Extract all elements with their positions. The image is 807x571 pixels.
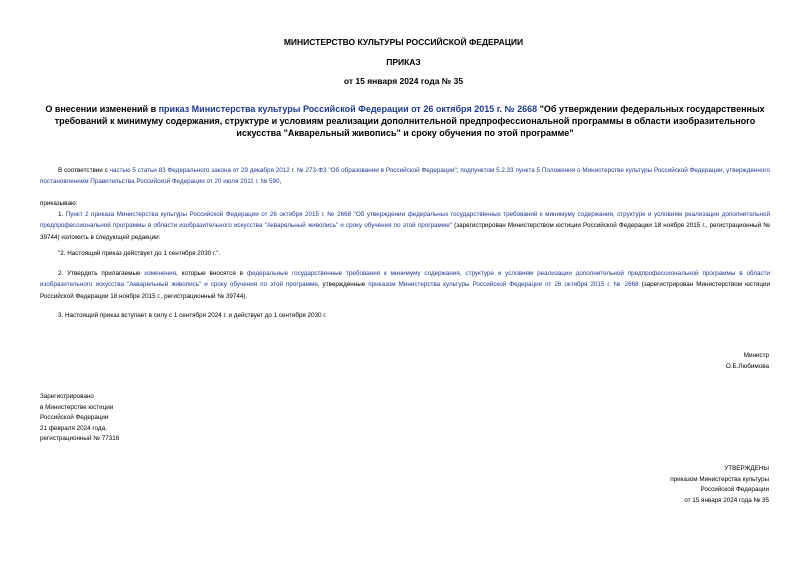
order-link[interactable]: приказом Министерства культуры Российской Федерации от 26 октября 2015 г. № 2668 (368, 281, 639, 289)
registration-block (40, 392, 240, 445)
item-1-text: (зарегистрирован Министерством юстиции Российской Федерации 18 ноября 2015 г., регистрационный № 39744) изложить в следующей редакции: (40, 222, 771, 241)
ministry-heading: МИНИСТЕРСТВО КУЛЬТУРЫ РОССИЙСКОЙ ФЕДЕРАЦИИ (283, 37, 524, 47)
approval-line-4: от 15 января 2024 года № 35 (684, 496, 769, 504)
document-title (40, 103, 770, 139)
intro-text-b: ; (456, 167, 461, 174)
item-2-text-a: 2. Утвердить прилагаемые (58, 270, 145, 277)
law-link[interactable]: частью 5 статьи 83 Федерального закона от 29 декабря 2012 г. № 273-ФЗ "Об образовании в Российской Федерации" (109, 167, 457, 174)
intro-text-a: В соответствии с (58, 167, 110, 174)
registration-line-2: в Министерстве юстиции (40, 403, 114, 411)
approval-block (519, 464, 769, 506)
signature-name: О.Б.Любимова (725, 362, 769, 370)
changes-link[interactable]: изменения (144, 270, 177, 277)
document-type: ПРИКАЗ (386, 57, 421, 67)
item-2 (40, 268, 770, 302)
registration-line-4: 21 февраля 2024 года, (40, 424, 107, 432)
title-suffix: "Об утверждении федеральных государственных требований к минимуму содержания, структуре и условиям реализации дополнительной предпрофессиональной программы в области изобразительного искусства "Акварельный живопись" и сроку обучения по этой программе" (54, 104, 765, 138)
document-date: от 15 января 2024 года № 35 (343, 76, 464, 86)
signature-role: Министр (743, 352, 769, 359)
item-2-text-b: , которые вносятся в (176, 270, 247, 277)
item-3: 3. Настоящий приказ вступает в силу с 1 сентября 2024 г. и действует до 1 сентября 2030 г. (58, 312, 327, 319)
registration-line-3: Российской Федерации (40, 414, 109, 422)
intro-text-c: , (279, 178, 282, 186)
order-word: приказываю: (40, 200, 78, 207)
signature-block (569, 351, 769, 372)
regulation-link[interactable]: подпунктом 5.2.33 пункта 5 Положения о Министерстве культуры Российской Федерации, утвержденного постановлением Правительства Российской Федерации от 20 июля 2011 г. № 590 (40, 167, 770, 186)
approval-line-3: Российской Федерации (700, 486, 769, 494)
approval-line-1: УТВЕРЖДЕНЫ (724, 465, 769, 472)
quote-paragraph: "2. Настоящий приказ действует до 1 сентября 2030 г.". (58, 250, 221, 257)
item-2-text-c: , утвержденные (317, 281, 369, 289)
title-link[interactable]: приказ Министерства культуры Российской Федерации от 26 октября 2015 г. № 2668 (158, 104, 538, 114)
item-2-text-d: (зарегистрирован Министерством юстиции Российской Федерации 18 ноября 2015 г., регистрационный № 39744). (40, 281, 770, 300)
item-1-link[interactable]: Пункт 2 приказа Министерства культуры Российской Федерации от 26 октября 2015 г. № 2668 "Об утверждении федеральных государственных требований к минимуму содержания, структуре и условиям реализации дополнительной предпрофессиональной программы в области изобразительного искусства "Акварельный живопись" и сроку обучения по этой программе" (40, 211, 770, 230)
registration-line-5: регистрационный № 77316 (40, 435, 120, 443)
item-1-number: 1. (58, 211, 66, 218)
title-prefix: О внесении изменений в (45, 104, 159, 114)
requirements-link[interactable]: федеральные государственные требования к минимуму содержания, структуре и условиям реализации дополнительной предпрофессиональной программы в области изобразительного искусства "Акварельный живопись" и сроку обучения по этой программе (40, 270, 770, 289)
item-1 (40, 209, 770, 243)
registration-line-1: Зарегистрировано (40, 393, 94, 400)
approval-line-2: приказом Министерства культуры (670, 475, 769, 483)
intro-paragraph (40, 165, 770, 188)
